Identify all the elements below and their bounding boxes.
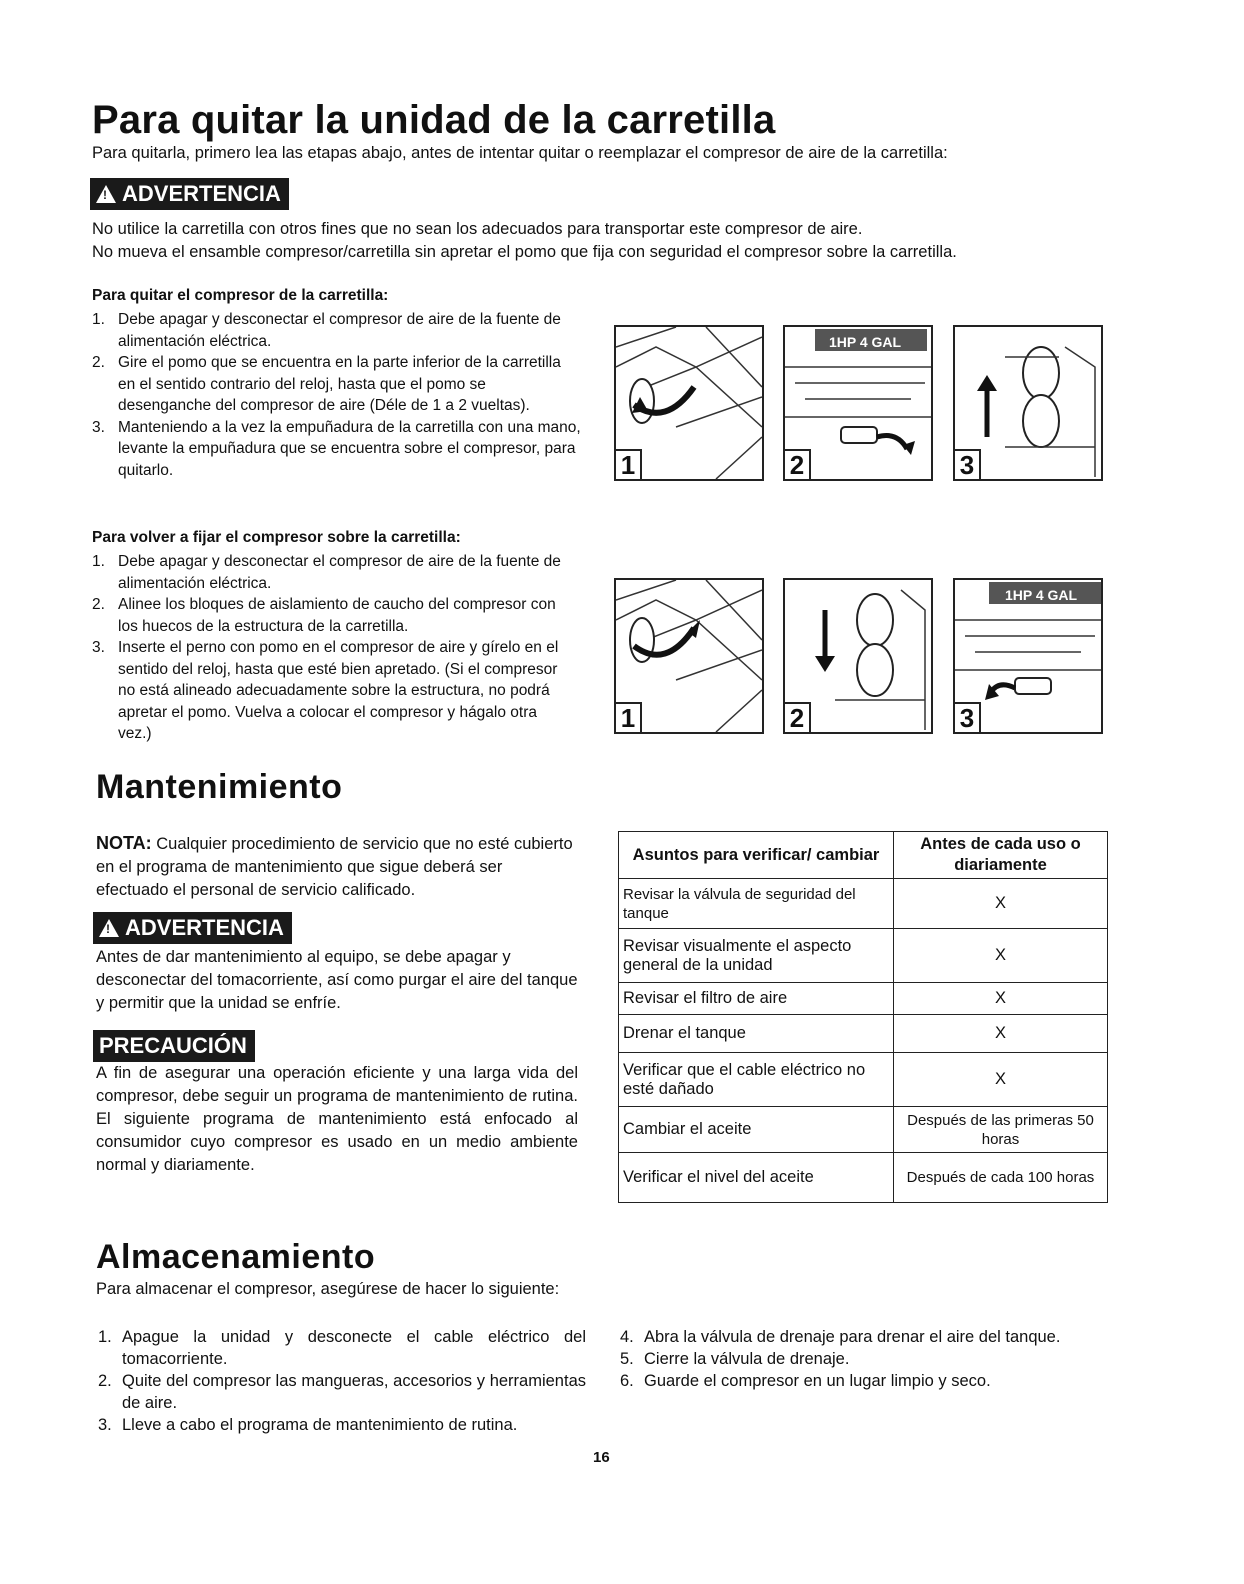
table-row: Drenar el tanque X	[619, 1015, 1108, 1053]
list-item: 4. Abra la válvula de drenaje para drenar el aire del tanque.	[620, 1328, 1061, 1346]
list-item: 1. Apague la unidad y desconecte el cable eléctrico del tomacorriente.	[98, 1328, 586, 1368]
list-item: 2. Alinee los bloques de aislamiento de caucho del compresor con los huecos de la estructura de la carretilla.	[92, 596, 556, 635]
figure-label: 3	[955, 702, 981, 732]
table-header-items: Asuntos para verificar/ cambiar	[619, 832, 894, 879]
maintenance-note	[96, 832, 578, 902]
warning-banner-2: ! ADVERTENCIA	[93, 912, 292, 944]
table-row: Cambiar el aceite Después de las primeras 50 horas	[619, 1107, 1108, 1153]
figure-attach-1	[614, 578, 764, 734]
list-item: 3. Inserte el perno con pomo en el compresor de aire y gírelo en el sentido del reloj, hasta que esté bien apretado. (Si el compresor no está alineado adecuadamente sobre la estructura, no podrá apretar el pomo. Vuelva a colocar el compresor y hágalo otra vez.)	[92, 639, 559, 742]
remove-steps	[92, 309, 582, 481]
storage-steps-left	[98, 1326, 586, 1436]
figure-remove-2	[783, 325, 933, 481]
warning-banner-1: ! ADVERTENCIA	[90, 178, 289, 210]
warning-triangle-icon	[96, 185, 116, 203]
caution-text: A fin de asegurar una operación eficiente y una larga vida del compresor, debe seguir un programa de mantenimiento de rutina. El siguiente programa de mantenimiento está enfocado al consumidor cuyo compresor es usado en un medio ambiente normal y diariamente.	[96, 1064, 578, 1174]
note-label: NOTA:	[96, 833, 152, 853]
list-item: 3. Manteniendo a la vez la empuñadura de la carretilla con una mano, levante la empuñadura que se encuentra sobre el compresor, para quitarlo.	[92, 418, 581, 479]
caution-banner: PRECAUCIÓN	[93, 1030, 255, 1062]
list-item: 3. Lleve a cabo el programa de mantenimiento de rutina.	[98, 1416, 518, 1434]
table-row: Revisar visualmente el aspecto general de la unidad X	[619, 929, 1108, 983]
attach-heading: Para volver a fijar el compresor sobre la carretilla:	[92, 529, 461, 546]
list-item: 1. Debe apagar y desconectar el compresor de aire de la fuente de alimentación eléctrica.	[92, 311, 561, 350]
page-title: Para quitar la unidad de la carretilla	[92, 98, 776, 142]
storage-title: Almacenamiento	[96, 1238, 376, 1276]
section1-intro: Para quitarla, primero lea las etapas abajo, antes de intentar quitar o reemplazar el compresor de aire de la carretilla:	[92, 144, 948, 162]
attach-steps	[92, 551, 562, 745]
table-row: Revisar el filtro de aire X	[619, 983, 1108, 1015]
plate-label: 1HP 4 GAL	[1005, 587, 1078, 603]
storage-intro: Para almacenar el compresor, asegúrese de hacer lo siguiente:	[96, 1280, 560, 1298]
warning-triangle-icon	[99, 919, 119, 937]
list-item: 2. Gire el pomo que se encuentra en la parte inferior de la carretilla en el sentido contrario del reloj, hasta que el pomo se desenganche del compresor de aire (Déle de 1 a 2 vueltas).	[92, 354, 561, 414]
table-row: Revisar la válvula de seguridad del tanque X	[619, 879, 1108, 929]
page-number: 16	[593, 1449, 610, 1466]
figure-attach-2	[783, 578, 933, 734]
figure-remove-1	[614, 325, 764, 481]
note-text: Cualquier procedimiento de servicio que no esté cubierto en el programa de mantenimiento que sigue deberá ser efectuado el personal de servicio calificado.	[96, 835, 573, 899]
table-row: Verificar que el cable eléctrico no esté dañado X	[619, 1053, 1108, 1107]
list-item: 1. Debe apagar y desconectar el compresor de aire de la fuente de alimentación eléctrica.	[92, 553, 561, 592]
warning-line-2: No mueva el ensamble compresor/carretilla sin apretar el pomo que fija con seguridad el compresor sobre la carretilla.	[92, 243, 957, 261]
remove-heading: Para quitar el compresor de la carretilla:	[92, 287, 389, 304]
warning-line-1: No utilice la carretilla con otros fines que no sean los adecuados para transportar este compresor de aire.	[92, 220, 863, 238]
maintenance-warning-text: Antes de dar mantenimiento al equipo, se debe apagar y desconectar del tomacorriente, así como purgar el aire del tanque y permitir que la unidad se enfríe.	[96, 948, 578, 1012]
table-header-frequency: Antes de cada uso o diariamente	[894, 832, 1108, 879]
maintenance-title: Mantenimiento	[96, 768, 343, 806]
figure-label: 2	[785, 449, 811, 479]
warning-text-1	[92, 218, 1172, 264]
list-item: 2. Quite del compresor las mangueras, accesorios y herramientas de aire.	[98, 1372, 586, 1412]
plate-label: 1HP 4 GAL	[829, 334, 902, 350]
maintenance-table	[618, 831, 1108, 1203]
storage-steps-right	[620, 1326, 1080, 1392]
figure-label: 2	[785, 702, 811, 732]
figure-label: 3	[955, 449, 981, 479]
figure-attach-3	[953, 578, 1103, 734]
figure-label: 1	[616, 449, 642, 479]
list-item: 6. Guarde el compresor en un lugar limpio y seco.	[620, 1372, 991, 1390]
figure-remove-3	[953, 325, 1103, 481]
figure-label: 1	[616, 702, 642, 732]
list-item: 5. Cierre la válvula de drenaje.	[620, 1350, 850, 1368]
table-row: Verificar el nivel del aceite Después de cada 100 horas	[619, 1153, 1108, 1203]
